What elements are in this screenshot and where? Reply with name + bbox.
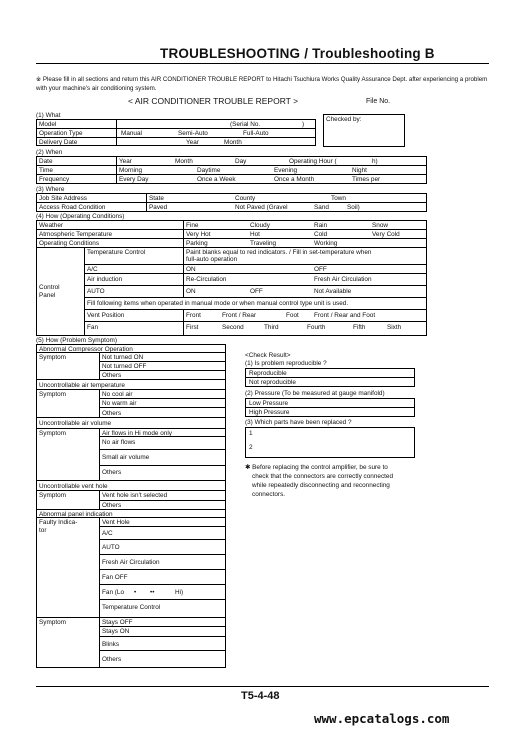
operating-conditions-label: Operating Conditions (39, 240, 100, 247)
air-temp-symptom-label: Symptom (39, 391, 66, 398)
evening-option[interactable]: Evening (274, 167, 298, 174)
fan-fourth-option[interactable]: Fourth (307, 324, 326, 331)
amplifier-note: ✱ Before replacing the control amplifier, be sure to (245, 464, 388, 471)
morning-option[interactable]: Morning (119, 167, 143, 174)
traveling-option[interactable]: Traveling (250, 240, 277, 247)
operating-hour: Operating Hour ( (289, 158, 337, 165)
town-label: Town (331, 195, 346, 202)
file-no-label: File No. (366, 98, 391, 105)
time-label: Time (39, 167, 53, 174)
date-day: Day (235, 158, 247, 165)
night-option[interactable]: Night (352, 167, 367, 174)
not-paved-option[interactable]: Not Paved (Gravel (235, 204, 288, 211)
fresh-air-option[interactable]: Fresh Air Circulation (314, 276, 372, 283)
faulty-indicator-label-2: tor (39, 527, 47, 534)
checked-by-label: Checked by: (326, 116, 362, 123)
once-week-option[interactable]: Once a Week (197, 176, 236, 183)
reproducible-question: (1) Is problem reproducible ? (245, 360, 327, 367)
page-title: TROUBLESHOOTING / Troubleshooting B (160, 46, 435, 61)
when-heading: (2) When (36, 149, 63, 156)
operation-type-label: Operation Type (39, 130, 83, 137)
paved-option[interactable]: Paved (149, 204, 168, 211)
fan-label: Fan (87, 324, 99, 331)
no-air-flows-option[interactable]: No air flows (102, 439, 136, 446)
indicator-fresh-air-option[interactable]: Fresh Air Circulation (102, 559, 160, 566)
semi-auto-option[interactable]: Semi-Auto (178, 130, 208, 137)
very-cold-option[interactable]: Very Cold (372, 231, 400, 238)
vent-front-option[interactable]: Front (186, 312, 201, 319)
fine-option[interactable]: Fine (186, 222, 199, 229)
serial-label: (Serial No. (230, 121, 261, 128)
not-turned-off-option[interactable]: Not turned OFF (102, 363, 147, 370)
amplifier-note-3: while repeatedly disconnecting and reconnecting (252, 482, 390, 489)
part-line-1: 1 (249, 430, 253, 437)
cold-option[interactable]: Cold (314, 231, 328, 238)
not-available-option[interactable]: Not Available (314, 288, 352, 295)
amplifier-note-2: check that the connectors are correctly connected (252, 473, 394, 480)
reproducible-option[interactable]: Reproducible (249, 370, 287, 377)
abnormal-panel-label: Abnormal panel indication (39, 511, 113, 518)
no-warm-air-option[interactable]: No warm air (102, 400, 137, 407)
working-option[interactable]: Working (314, 240, 338, 247)
daytime-option[interactable]: Daytime (197, 167, 221, 174)
indicator-fan-off-option[interactable]: Fan OFF (102, 574, 128, 581)
control-panel-label-2: Panel (39, 292, 56, 299)
header-rule (36, 63, 489, 64)
vent-position-label: Vent Position (87, 312, 125, 319)
uncontrollable-vent-label: Uncontrollable vent hole (39, 483, 108, 490)
air-induction-label: Air induction (87, 276, 123, 283)
auto-label: AUTO (87, 288, 105, 295)
times-per-option[interactable]: Times per (352, 176, 381, 183)
vent-front-rear-foot-option[interactable]: Front / Rear and Foot (314, 312, 376, 319)
once-month-option[interactable]: Once a Month (274, 176, 315, 183)
air-volume-others-option[interactable]: Others (102, 469, 122, 476)
no-cool-air-option[interactable]: No cool air (102, 391, 133, 398)
soil-option[interactable]: Soil) (347, 204, 360, 211)
ac-label: A/C (87, 266, 98, 273)
stays-off-option[interactable]: Stays OFF (102, 619, 133, 626)
full-auto-option[interactable]: Full-Auto (243, 130, 269, 137)
job-site-label: Job Site Address (39, 195, 87, 202)
amplifier-note-4: connectors. (252, 491, 286, 498)
blinks-option[interactable]: Blinks (102, 641, 120, 648)
uncontrollable-air-temp-label: Uncontrollable air temperature (39, 382, 125, 389)
every-day-option[interactable]: Every Day (119, 176, 149, 183)
not-reproducible-option[interactable]: Not reproducible (249, 379, 296, 386)
weather-label: Weather (39, 222, 64, 229)
uncontrollable-air-volume-label: Uncontrollable air volume (39, 420, 112, 427)
ac-off-option[interactable]: OFF (314, 266, 327, 273)
frequency-label: Frequency (39, 176, 70, 183)
pressure-question: (2) Pressure (To be measured at gauge manifold) (245, 390, 385, 397)
sand-option[interactable]: Sand (314, 204, 329, 211)
temperature-note: Paint blanks equal to red indicators. / Fill in set-temperature when (186, 249, 372, 256)
auto-off-option[interactable]: OFF (250, 288, 263, 295)
vent-foot-option[interactable]: Foot (286, 312, 299, 319)
abnormal-compressor-label: Abnormal Compressor Operation (39, 346, 133, 353)
how-heading: (4) How (Operating Conditions) (36, 213, 125, 220)
temperature-note-2: full-auto operation (186, 256, 238, 263)
county-label: County (235, 195, 256, 202)
indicator-fan-lo-option[interactable]: Fan (Lo (102, 589, 125, 596)
vent-not-selected-option[interactable]: Vent hole isn't selected (102, 492, 168, 499)
fan-sixth-option[interactable]: Sixth (387, 324, 402, 331)
fan-fifth-option[interactable]: Fifth (353, 324, 366, 331)
fan-second-option[interactable]: Second (222, 324, 244, 331)
parking-option[interactable]: Parking (186, 240, 208, 247)
indicator-ac-option[interactable]: A/C (102, 530, 113, 537)
temperature-control-label: Temperature Control (87, 249, 146, 256)
cloudy-option[interactable]: Cloudy (250, 222, 270, 229)
air-temp-others-option[interactable]: Others (102, 410, 122, 417)
air-volume-symptom-label: Symptom (39, 430, 66, 437)
symptom-heading: (5) How (Problem Symptom) (36, 337, 117, 344)
hi-mode-only-option[interactable]: Air flows in Hi mode only (102, 430, 172, 437)
delivery-year: Year (186, 139, 199, 146)
where-heading: (3) Where (36, 186, 65, 193)
vent-symptom-label: Symptom (39, 492, 66, 499)
indicator-vent-hole-option[interactable]: Vent Hole (102, 519, 130, 526)
small-air-volume-option[interactable]: Small air volume (102, 454, 150, 461)
high-pressure-option[interactable]: High Pressure (249, 409, 290, 416)
date-year: Year (119, 158, 132, 165)
vent-front-rear-option[interactable]: Front / Rear (222, 312, 257, 319)
fan-level-dot-2: •• (150, 589, 155, 596)
fan-level-dot-1: • (134, 589, 137, 596)
watermark: www.epcatalogs.com (314, 711, 450, 726)
not-turned-on-option[interactable]: Not turned ON (102, 354, 144, 361)
serial-close: ) (302, 121, 305, 128)
indicator-fan-hi-label: Hi) (175, 589, 184, 596)
manual-option[interactable]: Manual (121, 130, 142, 137)
fan-third-option[interactable]: Third (264, 324, 279, 331)
manual-mode-note: Fill following items when operated in manual mode or when manual control type unit is used. (87, 300, 349, 307)
low-pressure-option[interactable]: Low Pressure (249, 400, 289, 407)
control-panel-label: Control (39, 284, 60, 291)
atmospheric-temperature-label: Atmospheric Temperature (39, 231, 113, 238)
operating-hour-unit: h) (372, 158, 378, 165)
footer-rule (36, 686, 489, 687)
what-heading: (1) What (36, 112, 61, 119)
part-line-2: 2 (249, 444, 253, 451)
delivery-date-label: Delivery Date (39, 139, 78, 146)
instruction-note: ※ Please fill in all sections and return this AIR CONDITIONER TROUBLE REPORT to Hitachi Tsuchiura Works Quality Assurance Dept. after experiencing a problem with your machine's air conditioning system. (36, 76, 488, 92)
date-month: Month (175, 158, 193, 165)
indicator-auto-option[interactable]: AUTO (102, 544, 120, 551)
state-label: State (149, 195, 164, 202)
panel-others-option[interactable]: Others (102, 656, 122, 663)
parts-replaced-box[interactable] (245, 427, 415, 458)
model-label: Model (39, 121, 57, 128)
indicator-temp-control-option[interactable]: Temperature Control (102, 604, 161, 611)
parts-replaced-question: (3) Which parts have been replaced ? (245, 419, 352, 426)
stays-on-option[interactable]: Stays ON (102, 628, 130, 635)
vent-others-option[interactable]: Others (102, 502, 122, 509)
check-result-heading: <Check Result> (245, 352, 291, 359)
ac-on-option[interactable]: ON (186, 266, 196, 273)
date-label: Date (39, 158, 53, 165)
rain-option[interactable]: Rain (314, 222, 328, 229)
delivery-month: Month (224, 139, 242, 146)
auto-on-option[interactable]: ON (186, 288, 196, 295)
fan-first-option[interactable]: First (186, 324, 199, 331)
panel-symptom-label: Symptom (39, 619, 66, 626)
access-road-label: Access Road Condition (39, 204, 106, 211)
faulty-indicator-label: Faulty Indica- (39, 519, 78, 526)
page-number: T5-4-48 (241, 690, 280, 702)
recirculation-option[interactable]: Re-Circulation (186, 276, 227, 283)
report-title: < AIR CONDITIONER TROUBLE REPORT > (128, 96, 299, 106)
compressor-others-option[interactable]: Others (102, 372, 122, 379)
compressor-symptom-label: Symptom (39, 354, 66, 361)
very-hot-option[interactable]: Very Hot (186, 231, 211, 238)
snow-option[interactable]: Snow (372, 222, 388, 229)
hot-option[interactable]: Hot (250, 231, 260, 238)
